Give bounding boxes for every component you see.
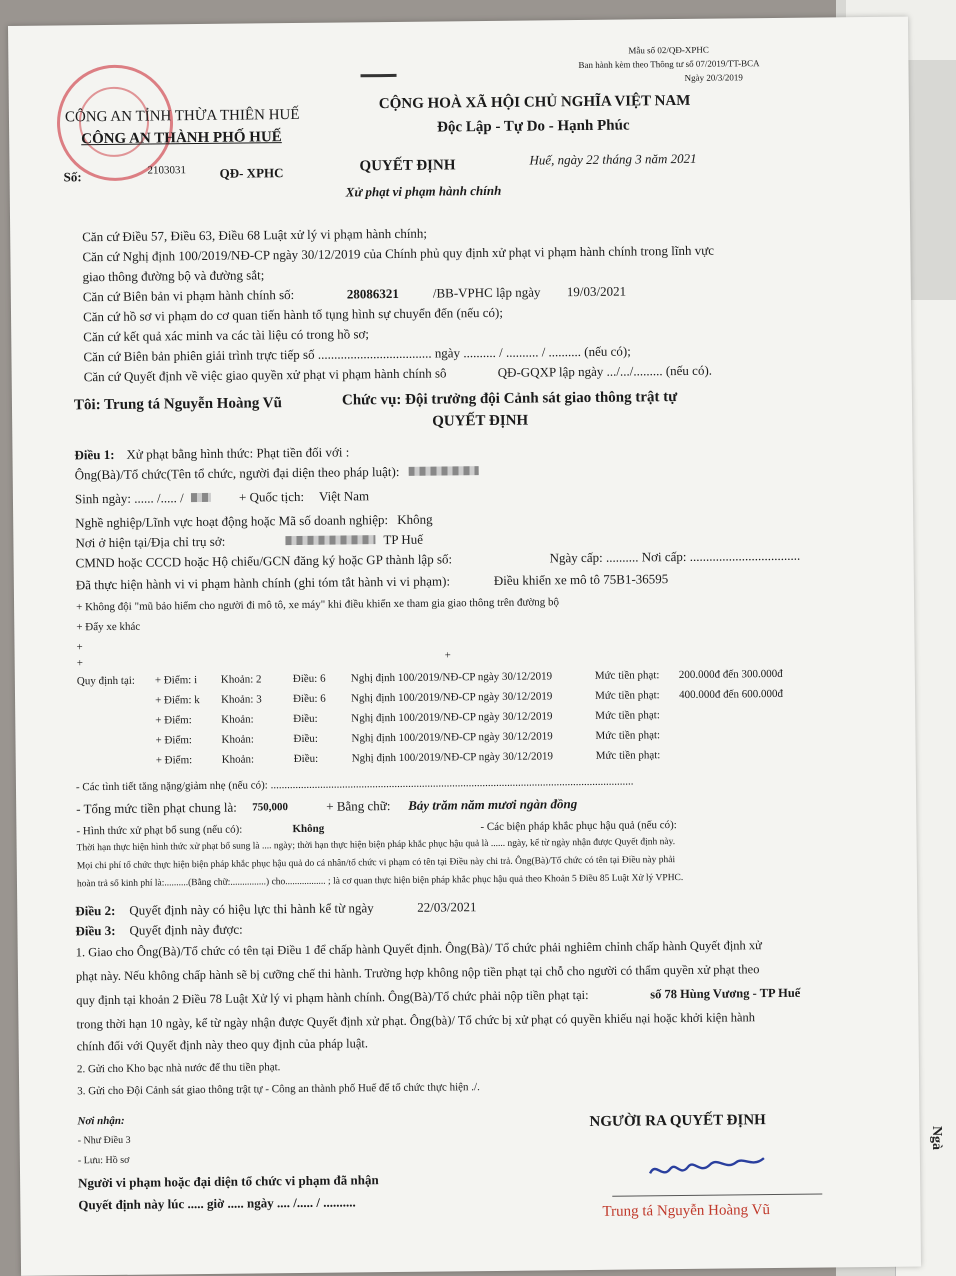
motto: Độc Lập - Tự Do - Hạnh Phúc [437, 117, 630, 136]
receiver-time: Quyết định này lúc ..... giờ ..... ngày .... /..... / .......... [78, 1194, 356, 1213]
dieu1-dob: Sinh ngày: ...... /..... / [74, 490, 184, 507]
violation-bullet-2: + Đẩy xe khác [76, 620, 141, 634]
dieu1-person: Ông(Bà)/Tổ chức(Tên tổ chức, người đại diện theo pháp luật): [74, 463, 400, 483]
dieu1-address: Nơi ở hiện tại/Địa chỉ trụ sở: [75, 533, 226, 551]
so-suffix: QĐ- XPHC [219, 165, 284, 181]
regulation-nd: Nghị định 100/2019/NĐ-CP ngày 30/12/2019 [351, 750, 554, 765]
dieu1-label: Điều 1: [74, 446, 115, 463]
form-number: Mẫu số 02/QĐ-XPHC [628, 44, 709, 56]
regulation-diem: + Điểm: i [154, 674, 198, 687]
dieu1-address-value: TP Huế [383, 531, 424, 548]
regulation-dieu: Điều: 6 [293, 692, 326, 706]
form-issued: Ban hành kèm theo Thông tư số 07/2019/TT-BCA [578, 58, 760, 71]
signer-name: Trung tá Nguyễn Hoàng Vũ [602, 1202, 771, 1220]
regulation-khoan: Khoản: 3 [221, 693, 262, 706]
dieu1-job-value: Không [397, 511, 433, 527]
regulation-dieu: Điều: [293, 732, 318, 746]
regulation-muc: Mức tiền phạt: [595, 729, 661, 742]
regulation-muc: Mức tiền phạt: [594, 689, 660, 702]
place-date: Huế, ngày 22 tháng 3 năm 2021 [529, 150, 697, 168]
nationality-value: Việt Nam [318, 488, 370, 504]
circumstances: - Các tình tiết tăng nặng/giảm nhẹ (nếu có): .................................................................................................................................... [75, 775, 634, 794]
dieu2-label: Điều 2: [75, 902, 116, 919]
regulation-khoan: Khoản: [221, 733, 254, 746]
total-label: - Tổng mức tiền phạt chung là: [76, 799, 237, 817]
dieu3-p4: trong thời hạn 10 ngày, kể từ ngày nhận được Quyết định xử phạt. Ông(bà)/ Tổ chức bị xử phạt có quyền khiếu nại hoặc khởi kiện hành [76, 1010, 756, 1032]
basis-4: Căn cứ Biên bản vi phạm hành chính số: [82, 287, 295, 305]
so-value: 2103031 [147, 164, 187, 177]
dieu3-p7: 3. Gửi cho Đội Cảnh sát giao thông trật tự - Công an thành phố Huế để tổ chức thực hiện ./. [77, 1081, 480, 1098]
header-dash [361, 74, 397, 77]
dieu1-id: CMND hoặc CCCD hoặc Hộ chiếu/GCN đăng ký hoặc GP thành lập số: [75, 551, 453, 571]
extra-penalty-label: - Hình thức xử phạt bổ sung (nếu có): [76, 823, 243, 838]
agency-line2: CÔNG AN THÀNH PHỐ HUẾ [81, 129, 282, 148]
bbvp-suffix: /BB-VPHC lập ngày [432, 284, 541, 301]
nationality-label: + Quốc tịch: [238, 488, 305, 505]
regulations-label: Quy định tại: [76, 674, 135, 688]
agency-line1: CÔNG AN TỈNH THỪA THIÊN HUẾ [64, 106, 300, 126]
total-value: 750,000 [252, 801, 289, 814]
dieu3-p2: phạt này. Nếu không chấp hành sẽ bị cưỡng chế thi hành. Trường hợp không nộp tiền phạt tại chỗ cho người có thẩm quyền xử phạt theo [75, 962, 760, 984]
regulation-dieu: Điều: [293, 712, 318, 726]
qd-giao: QĐ-GQXP lập ngày .../.../......... (nếu có). [497, 362, 713, 380]
regulation-dieu: Điều: 6 [292, 672, 326, 686]
basis-6: Căn cứ kết quả xác minh va các tài liệu có trong hồ sơ; [83, 326, 370, 345]
violation-value: Điều khiển xe mô tô 75B1-36595 [493, 571, 669, 588]
regulation-diem: + Điểm: [155, 754, 193, 767]
document-subtitle: Xử phạt vi phạm hành chính [345, 182, 502, 200]
signature-image [640, 1138, 791, 1190]
remedy-label: - Các biện pháp khắc phục hậu quả (nếu có): [480, 819, 677, 834]
regulation-amount: 200.000đ đến 300.000đ [678, 667, 783, 682]
redacted-name [409, 461, 479, 478]
violation-bullet-1: + Không đội "mũ bảo hiểm cho người đi mô tô, xe máy" khi điều khiển xe tham gia giao thông trên đường bộ [76, 596, 560, 614]
basis-8: Căn cứ Quyết định về việc giao quyền xử phạt vi phạm hành chính sô [83, 365, 447, 385]
penalty-note-2: Mọi chi phí tổ chức thực hiện biện pháp khắc phục hậu quả do cá nhân/tổ chức vi phạm có tên tại Điều này chi trả. Ông(Bà)/Tổ chức có tên tại Điều này phải [76, 855, 676, 872]
receiver-label: Người vi phạm hoặc đại diện tổ chức vi phạm đã nhận [78, 1172, 379, 1191]
regulation-dieu: Điều: [293, 752, 319, 766]
regulation-amount: 400.000đ đến 600.000đ [678, 687, 783, 702]
basis-5: Căn cứ hồ sơ vi phạm do cơ quan tiến hành tố tụng hình sự chuyển đến (nếu có); [82, 304, 504, 325]
dieu3-p6: 2. Gửi cho Kho bạc nhà nước để thu tiền phạt. [76, 1061, 281, 1076]
regulation-diem: + Điểm: k [155, 694, 200, 707]
words-value: Bảy trăm năm mươi ngàn đồng [408, 796, 578, 813]
regulation-diem: + Điểm: [155, 734, 193, 747]
basis-3: giao thông đường bộ và đường sắt; [82, 267, 265, 285]
regulation-muc: Mức tiền phạt: [594, 669, 660, 682]
dieu3-p1: 1. Giao cho Ông(Bà)/Tổ chức có tên tại Điều 1 để chấp hành Quyết định. Ông(Bà)/ Tổ chức phải nghiêm chỉnh chấp hành Quyết định xử [75, 938, 762, 960]
pay-place: số 78 Hùng Vương - TP Huế [650, 985, 801, 1002]
regulation-diem: + Điểm: [155, 714, 192, 727]
regulation-muc: Mức tiền phạt: [595, 749, 661, 762]
decision-heading: QUYẾT ĐỊNH [432, 412, 529, 430]
regulation-khoan: Khoản: 2 [220, 673, 262, 686]
side-paper-text: Ngà [928, 1125, 944, 1151]
penalty-note-3: hoàn trả số kinh phí là:..........(Bằng chữ:...............) cho................. ; là cơ quan thực hiện biện pháp khắc phục hậu quả theo Khoản 5 Điều 85 Luật Xử lý VPHC. [76, 872, 684, 890]
dieu2-text: Quyết định này có hiệu lực thi hành kể từ ngày [129, 900, 374, 918]
dieu1-text: Xử phạt bằng hình thức: Phạt tiền đối với : [126, 444, 350, 462]
violation-bullet-4: + [76, 657, 83, 670]
recipient-1: - Như Điều 3 [77, 1134, 131, 1147]
nation-title: CỘNG HOÀ XÃ HỘI CHỦ NGHĨA VIỆT NAM [378, 92, 691, 113]
document-title: QUYẾT ĐỊNH [359, 157, 456, 175]
form-date: Ngày 20/3/2019 [684, 72, 743, 83]
dieu1-issue: Ngày cấp: .......... Nơi cấp: .................................. [549, 547, 801, 566]
extra-penalty-value: Không [292, 822, 325, 836]
violation-bullet-3: + [76, 641, 83, 654]
dieu3-p5: chính đối với Quyết định này theo quy định của pháp luật. [76, 1036, 369, 1054]
signature-line [612, 1194, 822, 1197]
basis-1: Căn cứ Điều 57, Điều 63, Điều 68 Luật xử lý vi phạm hành chính; [82, 225, 428, 245]
bbvp-date: 19/03/2021 [566, 283, 627, 300]
regulation-nd: Nghị định 100/2019/NĐ-CP ngày 30/12/2019 [350, 690, 553, 705]
so-label: Số: [63, 169, 82, 185]
recipients-label: Nơi nhận: [77, 1114, 125, 1128]
officer-position: Chức vụ: Đội trưởng đội Cảnh sát giao thông trật tự [341, 389, 678, 409]
decision-document [8, 17, 921, 1276]
redacted-address [285, 530, 375, 547]
bbvp-number: 28086321 [346, 285, 399, 302]
regulation-nd: Nghị định 100/2019/NĐ-CP ngày 30/12/2019 [351, 730, 553, 745]
dieu3-label: Điều 3: [75, 922, 116, 939]
regulation-nd: Nghị định 100/2019/NĐ-CP ngày 30/12/2019 [351, 710, 553, 725]
basis-7: Căn cứ Biên bản phiên giải trình trực tiếp số ................................... ngày .......... / .......... / .......... (nếu có); [83, 343, 631, 365]
regulation-muc: Mức tiền phạt: [595, 709, 660, 722]
regulation-nd: Nghị định 100/2019/NĐ-CP ngày 30/12/2019 [350, 670, 553, 685]
officer-name: Tôi: Trung tá Nguyễn Hoàng Vũ [73, 395, 283, 414]
basis-2: Căn cứ Nghị định 100/2019/NĐ-CP ngày 30/12/2019 của Chính phủ quy định xử phạt vi phạm hành chính trong lĩnh vực [82, 242, 715, 265]
dieu1-job: Nghề nghiệp/Lĩnh vực hoạt động hoặc Mã số doanh nghiệp: [75, 512, 389, 531]
words-label: + Bằng chữ: [326, 798, 391, 814]
dieu3-text: Quyết định này được: [129, 921, 243, 938]
regulation-khoan: Khoản: [221, 713, 254, 726]
penalty-note-1: Thời hạn thực hiện hình thức xử phạt bổ sung là .... ngày; thời hạn thực hiện biện pháp khắc phục hậu quả là ...... ngày, kể từ ngày nhận được Quyết định này. [76, 837, 676, 854]
violation-label: Đã thực hiện hành vi vi phạm hành chính (ghi tóm tắt hành vi vi phạm): [75, 573, 451, 593]
recipient-2: - Lưu: Hồ sơ [77, 1154, 130, 1167]
dieu3-p3: quy định tại khoản 2 Điều 78 Luật Xử lý vi phạm hành chính. Ông(Bà)/Tổ chức phải nộp tiền phạt tại: [76, 987, 589, 1008]
redacted-dob [191, 488, 211, 504]
extra-plus: + [444, 649, 451, 662]
dieu2-date: 22/03/2021 [417, 899, 477, 915]
regulation-khoan: Khoản: [221, 753, 255, 766]
signer-title: NGƯỜI RA QUYẾT ĐỊNH [589, 1112, 766, 1130]
